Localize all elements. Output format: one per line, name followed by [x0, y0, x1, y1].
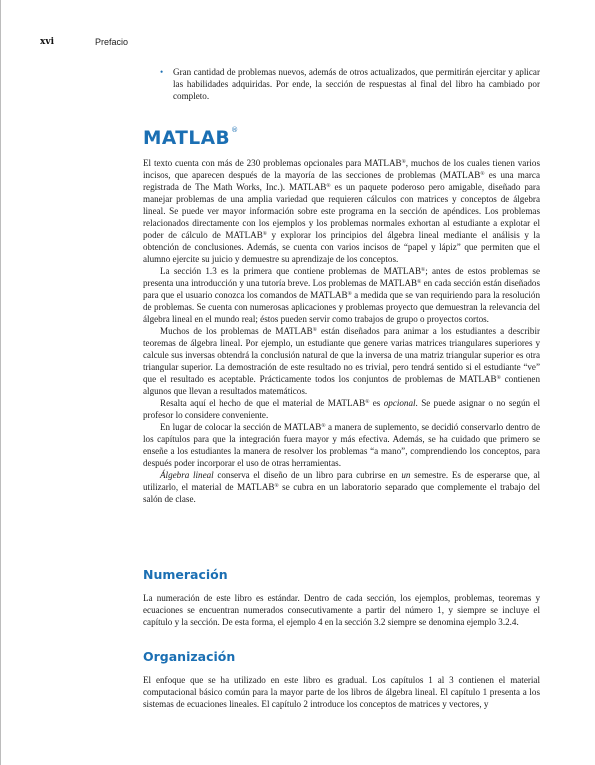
text-run: semestre. Es de esperarse que, al utilizarlo, el material de MATLAB® se cubra en un laboratorio separado que complemente el trabajo del salón de clase.: [143, 470, 541, 504]
registered-mark: ®: [480, 171, 485, 177]
paragraph: [143, 469, 540, 505]
registered-mark: ®: [347, 291, 352, 297]
page-edge: [0, 0, 1, 765]
registered-mark: ®: [312, 327, 317, 333]
numeracion-section-body: [143, 592, 540, 628]
registered-mark: ®: [417, 279, 422, 285]
paragraph: El texto cuenta con más de 230 problemas opcionales para MATLAB®, muchos de los cuales tienen varios incisos, que aparecen después de la mayoría de las secciones de problemas (MATLAB® es una marca registrada de The Math Works, Inc.). MATLAB® es un paquete poderoso pero amigable, diseñado para manejar problemas de una amplia variedad que requieren cálculos con matrices y conceptos de álgebra lineal. Se puede ver mayor información sobre este programa en la sección de apéndices. Los problemas relacionados directamente con los ejemplos y los problemas normales exhortan al estudiante a explotar el poder de cálculo de MATLAB® y explorar los principios del álgebra lineal mediante el análisis y la obtención de conclusiones. Además, se cuenta con varios incisos de “papel y lápiz” que permiten que el alumno ejercite su juicio y demuestre su aprendizaje de los conceptos.: [143, 158, 540, 264]
registered-mark: ®: [231, 126, 239, 134]
matlab-section-body: [143, 157, 540, 505]
bullet-dot-icon: •: [160, 67, 164, 77]
registered-mark: ®: [274, 483, 279, 489]
emphasis: opcional: [383, 398, 416, 408]
numeracion-heading: Numeración: [143, 567, 228, 582]
bullet-item: [160, 66, 540, 102]
registered-mark: ®: [321, 423, 326, 429]
registered-mark: ®: [401, 159, 406, 165]
book-title: Álgebra lineal: [160, 470, 214, 480]
organizacion-section-body: [143, 674, 540, 710]
paragraph: En lugar de colocar la sección de MATLAB® a manera de suplemento, se decidió conservarlo dentro de los capítulos para que la integración fuera mayor y más efectiva. Además, se ha cuidado que primero se enseñe a los estudiantes la manera de resolver los problemas “a mano”, comprendiendo los conceptos, para después poder incorporar el uso de otras herramientas.: [143, 422, 540, 468]
paragraph: Muchos de los problemas de MATLAB® están diseñados para animar a los estudiantes a describir teoremas de álgebra lineal. Por ejemplo, un estudiante que genere varias matrices triangulares superiores y calcule sus inversas obtendrá la conclusión natural de que la inversa de una matriz triangular superior es otra triangular superior. La demostración de este resultado no es trivial, pero tendrá sentido si el estudiante “ve” que el resultado es aceptable. Prácticamente todos los conjuntos de problemas de MATLAB® contienen algunos que llevan a resultados matemáticos.: [143, 326, 541, 396]
paragraph: La numeración de este libro es estándar. Dentro de cada sección, los ejemplos, problemas, teoremas y ecuaciones se encuentran numerados consecutivamente a partir del número 1, y siempre se incluye el capítulo y la sección. De esta forma, el ejemplo 4 en la sección 3.2 siempre se denomina ejemplo 3.2.4.: [143, 593, 540, 627]
registered-mark: ®: [262, 231, 267, 237]
organizacion-heading: Organización: [143, 649, 236, 664]
registered-mark: ®: [365, 399, 370, 405]
registered-mark: ®: [421, 267, 426, 273]
registered-mark: ®: [326, 183, 331, 189]
emphasis: un: [401, 470, 411, 480]
page-number: xvi: [40, 37, 55, 47]
running-header: Prefacio: [95, 37, 129, 47]
text-run: . Se puede asignar o no según el profesor lo considere conveniente.: [143, 398, 540, 420]
bullet-text: Gran cantidad de problemas nuevos, además de otros actualizados, que permitirán ejercitar y aplicar las habilidades adquiridas. Por ende, la sección de respuestas al final del libro ha cambiado por completo.: [173, 67, 540, 101]
text-run: Resalta aquí el hecho de que el material de MATLAB® es: [160, 398, 384, 408]
matlab-heading-text: MATLAB: [143, 128, 231, 149]
text-run: conserva el diseño de un libro para cubrirse en: [213, 470, 402, 480]
paragraph: [143, 397, 540, 421]
paragraph: El enfoque que se ha utilizado en este libro es gradual. Los capítulos 1 al 3 contienen el material computacional básico común para la mayor parte de los libros de álgebra lineal. El capítulo 1 presenta a los sistemas de ecuaciones lineales. El capítulo 2 introduce los conceptos de matrices y vectores, y: [143, 675, 540, 709]
paragraph: La sección 1.3 es la primera que contiene problemas de MATLAB®; antes de estos problemas se presenta una introducción y una tutoría breve. Los problemas de MATLAB® en cada sección están diseñados para que el usuario conozca los comandos de MATLAB® a medida que se van requiriendo para la resolución de problemas. Se cuenta con numerosas aplicaciones y problemas proyecto que demuestran la relevancia del álgebra lineal en el mundo real; éstos pueden servir como trabajos de grupo o proyectos cortos.: [143, 266, 540, 324]
registered-mark: ®: [496, 375, 501, 381]
matlab-heading: [143, 128, 239, 149]
